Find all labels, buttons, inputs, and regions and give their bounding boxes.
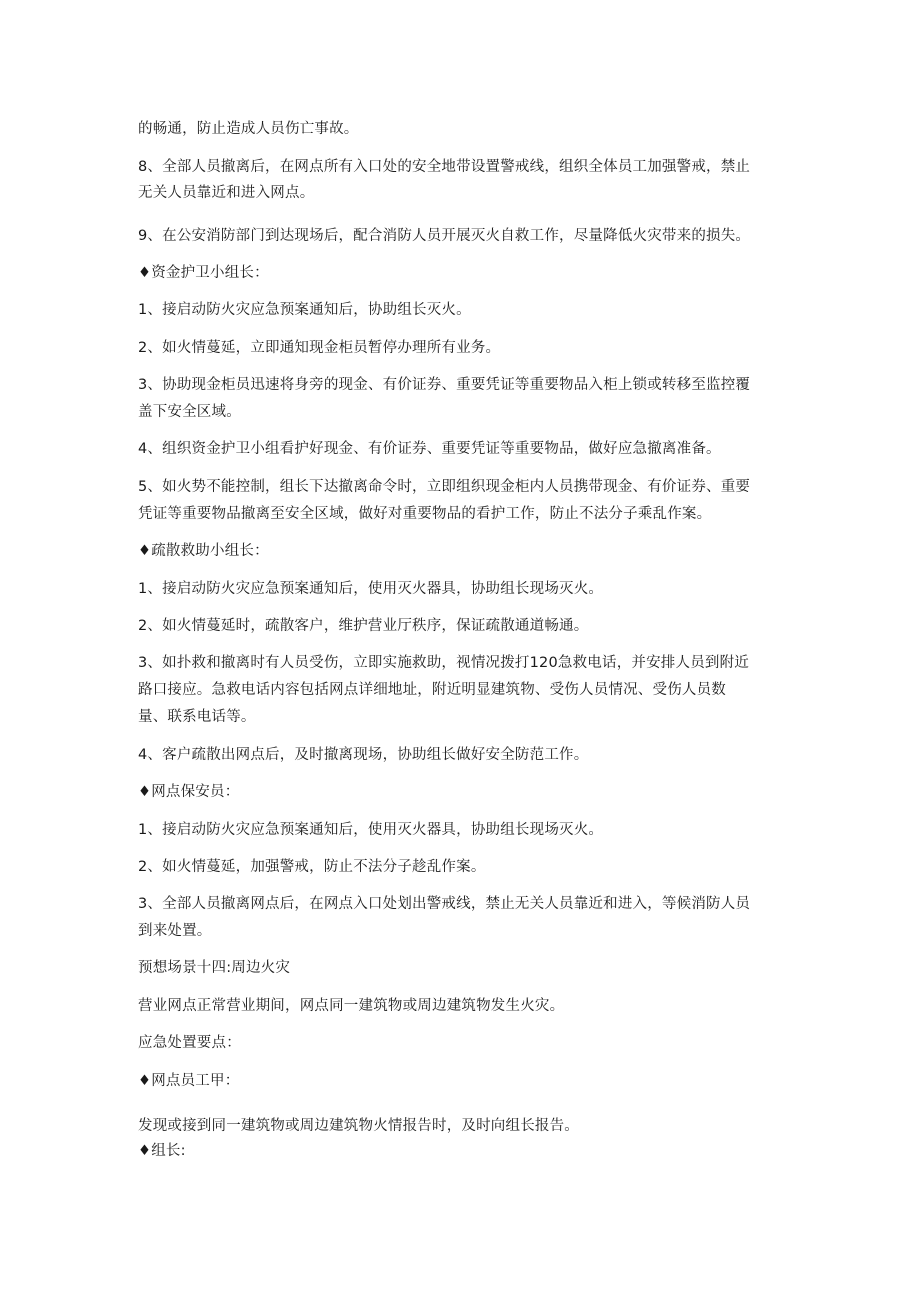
text-line: 量、联系电话等。 <box>138 709 256 725</box>
text-line: 2、如火情蔓延，加强警戒，防止不法分子趁乱作案。 <box>138 859 486 875</box>
text-line: 盖下安全区域。 <box>138 404 241 420</box>
text-line: 4、客户疏散出网点后，及时撤离现场，协助组长做好安全防范工作。 <box>138 747 589 763</box>
text-line: 9、在公安消防部门到达现场后，配合消防人员开展灭火自救工作，尽量降低火灾带来的损失。 <box>138 228 751 244</box>
text-line: 1、接启动防火灾应急预案通知后，使用灭火器具，协助组长现场灭火。 <box>138 822 604 838</box>
text-line: 1、接启动防火灾应急预案通知后，协助组长灭火。 <box>138 302 471 318</box>
section-heading: ♦资金护卫小组长： <box>138 265 269 281</box>
text-line: 3、协助现金柜员迅速将身旁的现金、有价证券、重要凭证等重要物品入柜上锁或转移至监控覆 <box>138 377 751 393</box>
text-line: 8、全部人员撤离后，在网点所有入口处的安全地带设置警戒线，组织全体员工加强警戒，禁止 <box>138 159 751 175</box>
text-line: 营业网点正常营业期间，网点同一建筑物或周边建筑物发生火灾。 <box>138 998 565 1014</box>
text-line: 2、如火情蔓延时，疏散客户，维护营业厅秩序，保证疏散通道畅通。 <box>138 618 589 634</box>
section-heading: ♦疏散救助小组长： <box>138 543 269 559</box>
text-line: 到来处置。 <box>138 923 212 939</box>
section-heading: 应急处置要点： <box>138 1035 241 1051</box>
text-line: 的畅通，防止造成人员伤亡事故。 <box>138 121 359 137</box>
text-line: 4、组织资金护卫小组看护好现金、有价证券、重要凭证等重要物品，做好应急撤离准备。 <box>138 441 721 457</box>
text-line: 无关人员靠近和进入网点。 <box>138 185 315 201</box>
text-line: 5、如火势不能控制，组长下达撤离命令时，立即组织现金柜内人员携带现金、有价证券、重要 <box>138 479 751 495</box>
text-line: 路口接应。急救电话内容包括网点详细地址，附近明显建筑物、受伤人员情况、受伤人员数 <box>138 682 726 698</box>
text-line: 3、如扑救和撤离时有人员受伤，立即实施救助，视情况拨打120急救电话，并安排人员到附近 <box>138 655 749 671</box>
text-line: 2、如火情蔓延，立即通知现金柜员暂停办理所有业务。 <box>138 340 501 356</box>
section-heading: ♦组长: <box>138 1143 186 1159</box>
text-line: 1、接启动防火灾应急预案通知后，使用灭火器具，协助组长现场灭火。 <box>138 581 604 597</box>
text-line: 3、全部人员撤离网点后，在网点入口处划出警戒线，禁止无关人员靠近和进入，等候消防人员 <box>138 896 751 912</box>
section-heading: ♦网点员工甲： <box>138 1073 240 1089</box>
text-line: 发现或接到同一建筑物或周边建筑物火情报告时，及时向组长报告。 <box>138 1118 579 1134</box>
text-line: 凭证等重要物品撤离至安全区域，做好对重要物品的看护工作，防止不法分子乘乱作案。 <box>138 506 712 522</box>
scenario-title: 预想场景十四:周边火灾 <box>138 960 291 976</box>
section-heading: ♦网点保安员： <box>138 784 240 800</box>
